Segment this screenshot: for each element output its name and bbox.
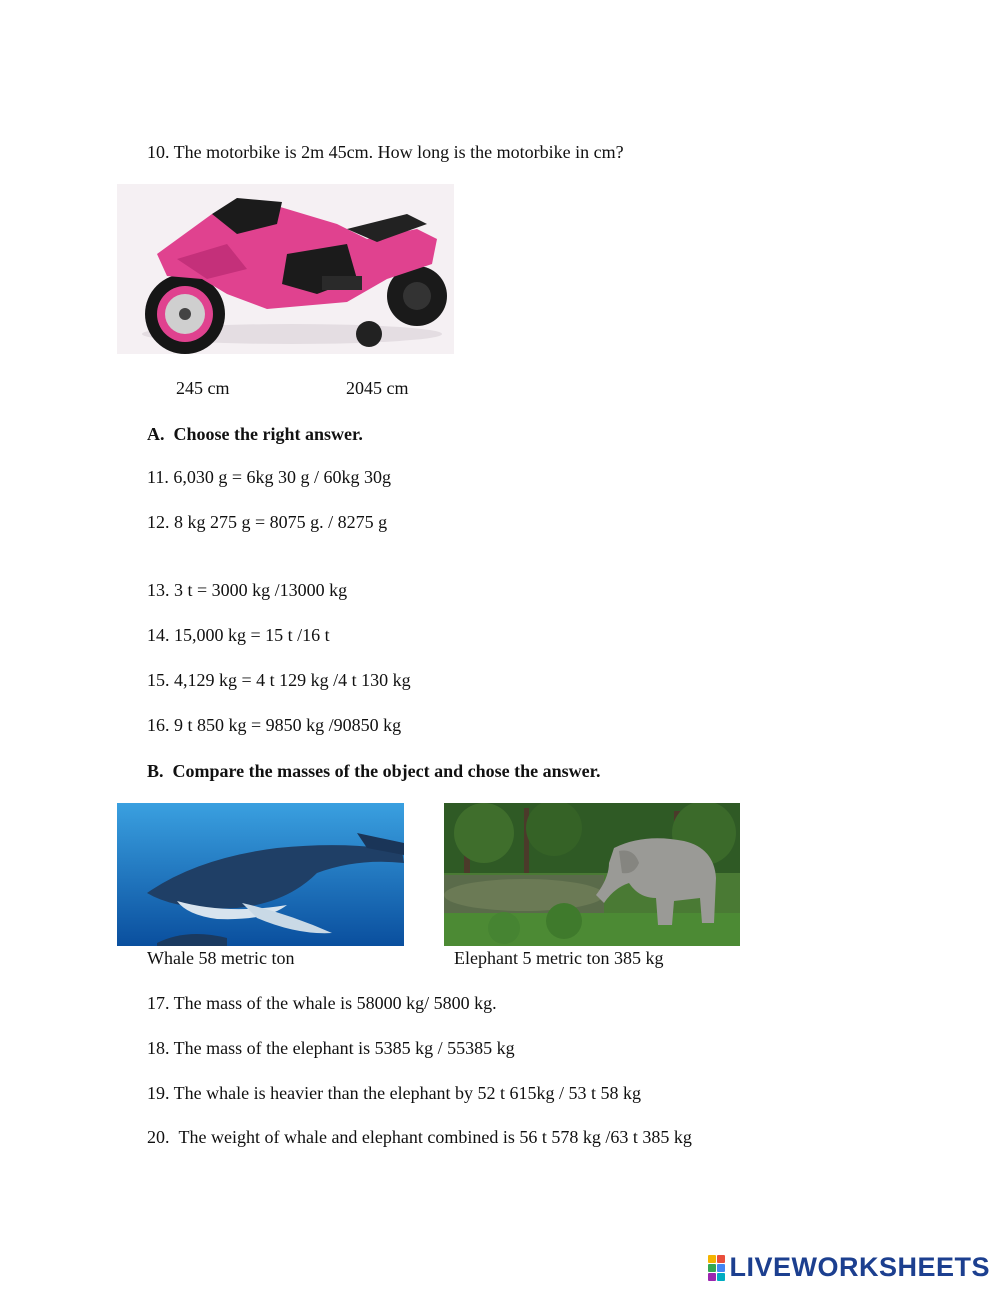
motorbike-photo xyxy=(117,184,454,354)
logo-text: LIVEWORKSHEETS xyxy=(729,1252,990,1282)
question-20: 20. The weight of whale and elephant combined is 56 t 578 kg /63 t 385 kg xyxy=(147,1127,692,1147)
question-16: 16. 9 t 850 kg = 9850 kg /90850 kg xyxy=(147,715,402,735)
question-15: 15. 4,129 kg = 4 t 129 kg /4 t 130 kg xyxy=(147,670,411,690)
liveworksheets-logo xyxy=(708,1252,990,1283)
question-11: 11. 6,030 g = 6kg 30 g / 60kg 30g xyxy=(147,467,391,487)
question-18: 18. The mass of the elephant is 5385 kg / 55385 kg xyxy=(147,1038,515,1058)
question-13: 13. 3 t = 3000 kg /13000 kg xyxy=(147,580,348,600)
question-10: 10. The motorbike is 2m 45cm. How long is the motorbike in cm? xyxy=(147,142,624,162)
option-245cm[interactable]: 245 cm xyxy=(176,378,230,398)
whale-caption: Whale 58 metric ton xyxy=(147,948,295,968)
whale-photo xyxy=(117,803,404,946)
option-2045cm[interactable]: 2045 cm xyxy=(346,378,409,398)
question-12: 12. 8 kg 275 g = 8075 g. / 8275 g xyxy=(147,512,388,532)
liveworksheets-logo-icon xyxy=(708,1255,725,1281)
elephant-photo xyxy=(444,803,740,946)
question-17: 17. The mass of the whale is 58000 kg/ 5800 kg. xyxy=(147,993,497,1013)
question-14: 14. 15,000 kg = 15 t /16 t xyxy=(147,625,330,645)
question-19: 19. The whale is heavier than the elephant by 52 t 615kg / 53 t 58 kg xyxy=(147,1083,642,1103)
elephant-caption: Elephant 5 metric ton 385 kg xyxy=(454,948,664,968)
section-a-heading: A. Choose the right answer. xyxy=(147,424,363,444)
section-b-heading: B. Compare the masses of the object and chose the answer. xyxy=(147,761,601,781)
